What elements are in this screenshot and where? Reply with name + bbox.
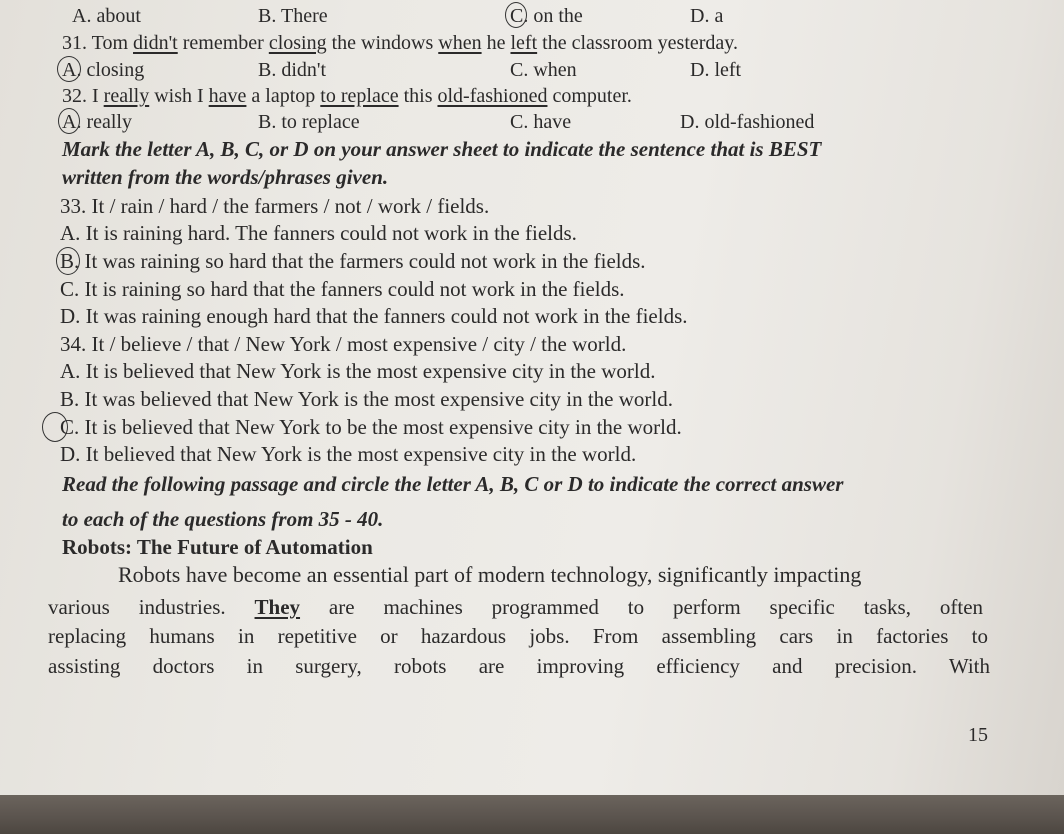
- passage-line-3: [48, 621, 988, 652]
- page-number: 15: [968, 724, 988, 746]
- answer-circle-mark: [57, 56, 81, 82]
- q33-option-c: C. It is raining so hard that the fanners could not work in the fields.: [60, 277, 625, 301]
- answer-circle-mark: [505, 2, 527, 28]
- instruction-2-line-2: to each of the questions from 35 - 40.: [62, 507, 384, 531]
- q34-option-a: A. It is believed that New York is the most expensive city in the world.: [60, 359, 656, 383]
- q30-option-d: D. a: [690, 5, 724, 27]
- passage-line-1: Robots have become an essential part of modern technology, significantly impacting: [118, 562, 862, 587]
- q32-text: 32. I: [62, 85, 104, 107]
- q33-prompt: 33. It / rain / hard / the farmers / not / work / fields.: [60, 194, 490, 218]
- q34-option-c: C. It is believed that New York to be the most expensive city in the world.: [60, 415, 682, 439]
- instruction-line-1: Mark the letter A, B, C, or D on your answer sheet to indicate the sentence that is BEST: [62, 137, 822, 161]
- passage-title: Robots: The Future of Automation: [62, 535, 373, 559]
- answer-circle-mark: [58, 108, 80, 134]
- q32-text: this: [398, 85, 438, 107]
- q32-text: wish I: [149, 85, 209, 107]
- q31-text: the windows: [326, 32, 439, 54]
- q30-option-c: C. on the: [510, 5, 583, 27]
- q33-option-d: D. It was raining enough hard that the fanners could not work in the fields.: [60, 304, 688, 328]
- passage-line-4: [48, 651, 990, 682]
- q31-text: the classroom yesterday.: [537, 32, 738, 54]
- q32-sentence: [62, 83, 632, 109]
- answer-circle-mark: [56, 247, 80, 275]
- q31-option-a: A. closing: [62, 59, 145, 81]
- passage-line-2: [48, 592, 983, 623]
- q32-text: computer.: [547, 85, 632, 107]
- q30-option-b: B. There: [258, 5, 328, 27]
- q31-sentence: [62, 30, 738, 56]
- q31-text: 31. Tom: [62, 32, 134, 54]
- q31-underline-1: didn't: [133, 32, 178, 54]
- passage-underlined-word: They: [254, 595, 301, 619]
- q31-underline-3: when: [438, 32, 482, 54]
- q33-option-b: B. It was raining so hard that the farmers could not work in the fields.: [60, 249, 646, 273]
- q31-underline-4: left: [510, 32, 538, 54]
- passage-text: are machines programmed to perform specific tasks, often: [328, 595, 984, 619]
- q31-option-b: B. didn't: [258, 59, 327, 81]
- q31-underline-2: closing: [268, 32, 327, 54]
- q32-option-c: C. have: [510, 111, 572, 133]
- passage-text: assisting doctors in surgery, robots are improving efficiency and precision. With: [48, 654, 990, 678]
- q32-underline-1: really: [103, 85, 150, 107]
- q32-option-a: A. really: [62, 111, 132, 133]
- q32-text: a laptop: [246, 85, 321, 107]
- q31-option-d: D. left: [690, 59, 742, 81]
- instruction-2-line-1: Read the following passage and circle the letter A, B, C or D to indicate the correct answer: [62, 472, 844, 496]
- q32-underline-4: old-fashioned: [437, 85, 548, 107]
- q32-underline-3: to replace: [320, 85, 399, 107]
- q34-option-b: B. It was believed that New York is the most expensive city in the world.: [60, 387, 673, 411]
- passage-text: replacing humans in repetitive or hazardous jobs. From assembling cars in factories to: [48, 624, 988, 648]
- passage-text: various industries.: [48, 595, 226, 619]
- answer-circle-mark: [42, 412, 68, 442]
- q32-option-d: D. old-fashioned: [680, 111, 815, 133]
- q33-option-a: A. It is raining hard. The fanners could not work in the fields.: [60, 221, 577, 245]
- q34-option-d: D. It believed that New York is the most expensive city in the world.: [60, 442, 637, 466]
- instruction-line-2: written from the words/phrases given.: [62, 165, 389, 189]
- q34-prompt: 34. It / believe / that / New York / most expensive / city / the world.: [60, 332, 627, 356]
- q32-option-b: B. to replace: [258, 111, 360, 133]
- q31-text: remember: [177, 32, 269, 54]
- desk-surface: [0, 795, 1064, 834]
- q30-option-a: A. about: [72, 5, 141, 27]
- q32-underline-2: have: [208, 85, 247, 107]
- q31-option-c: C. when: [510, 59, 577, 81]
- q31-text: he: [481, 32, 511, 54]
